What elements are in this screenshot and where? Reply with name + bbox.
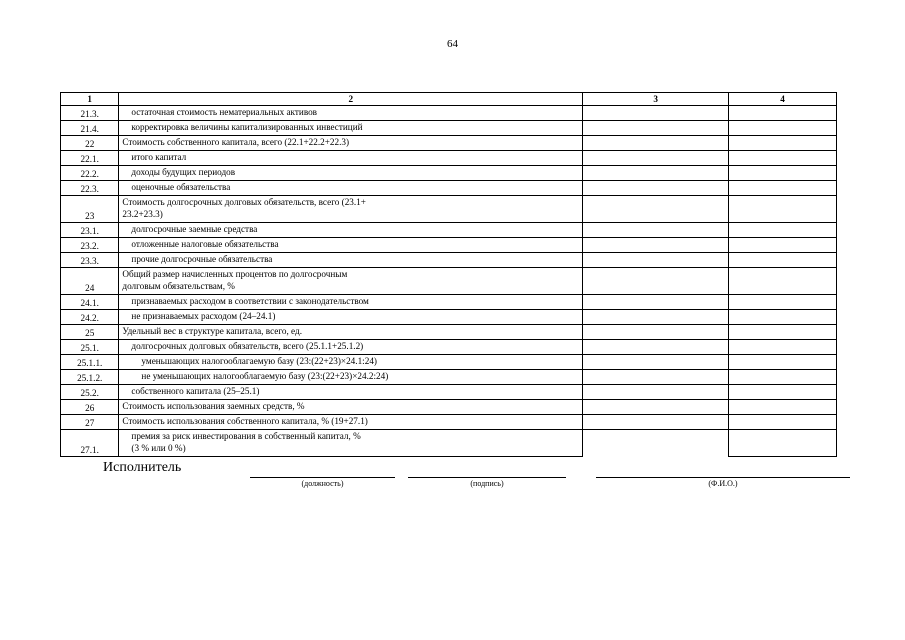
row-value-cell-3[interactable] (583, 370, 729, 385)
row-number-cell: 25 (61, 325, 119, 340)
row-value-cell-4[interactable] (729, 295, 837, 310)
row-value-cell-3[interactable] (583, 310, 729, 325)
row-value-cell-3[interactable] (583, 340, 729, 355)
row-number-cell: 23 (61, 196, 119, 223)
row-value-cell-4[interactable] (729, 355, 837, 370)
row-description-cell: Стоимость использования собственного капитала, % (19+27.1) (119, 415, 583, 430)
row-number-cell: 21.4. (61, 121, 119, 136)
row-value-cell-4[interactable] (729, 400, 837, 415)
row-description-cell: Общий размер начисленных процентов по долгосрочным долговым обязательствам, % (119, 268, 583, 295)
row-description-cell: не признаваемых расходом (24–24.1) (119, 310, 583, 325)
position-line: (должность) (250, 477, 395, 488)
row-value-cell-3[interactable] (583, 223, 729, 238)
row-value-cell-4[interactable] (729, 106, 837, 121)
row-description-cell: остаточная стоимость нематериальных активов (119, 106, 583, 121)
row-value-cell-4[interactable] (729, 121, 837, 136)
table-row (61, 400, 837, 415)
row-value-cell-4[interactable] (729, 310, 837, 325)
table-row (61, 355, 837, 370)
row-number-cell: 23.1. (61, 223, 119, 238)
row-number-cell: 24 (61, 268, 119, 295)
row-description-cell: прочие долгосрочные обязательства (119, 253, 583, 268)
table-row (61, 295, 837, 310)
row-value-cell-3[interactable] (583, 196, 729, 223)
row-number-cell: 27 (61, 415, 119, 430)
column-header-1: 1 (61, 93, 119, 106)
row-number-cell: 25.2. (61, 385, 119, 400)
row-number-cell: 23.2. (61, 238, 119, 253)
table-row (61, 340, 837, 355)
table-row (61, 196, 837, 223)
row-description-cell: признаваемых расходом в соответствии с законодательством (119, 295, 583, 310)
table-row (61, 106, 837, 121)
row-value-cell-4[interactable] (729, 223, 837, 238)
row-number-cell: 25.1. (61, 340, 119, 355)
row-number-cell: 21.3. (61, 106, 119, 121)
row-description-cell: корректировка величины капитализированных инвестиций (119, 121, 583, 136)
row-value-cell-3[interactable] (583, 355, 729, 370)
table-row (61, 238, 837, 253)
row-description-cell: итого капитал (119, 151, 583, 166)
column-header-3: 3 (583, 93, 729, 106)
row-description-cell: уменьшающих налогооблагаемую базу (23:(22+23)×24.1:24) (119, 355, 583, 370)
row-value-cell-3[interactable] (583, 400, 729, 415)
row-number-cell: 27.1. (61, 430, 119, 457)
table-row (61, 151, 837, 166)
table-row (61, 385, 837, 400)
row-value-cell-3[interactable] (583, 136, 729, 151)
row-description-cell: не уменьшающих налогооблагаемую базу (23:(22+23)×24.2:24) (119, 370, 583, 385)
row-description-cell: доходы будущих периодов (119, 166, 583, 181)
table-header-row (61, 93, 837, 106)
table-row (61, 415, 837, 430)
table-row (61, 268, 837, 295)
table-row (61, 166, 837, 181)
table-row (61, 253, 837, 268)
row-value-cell-3[interactable] (583, 268, 729, 295)
row-value-cell-4[interactable] (729, 385, 837, 400)
row-description-cell: долгосрочные заемные средства (119, 223, 583, 238)
row-value-cell-3[interactable] (583, 166, 729, 181)
signature-line: (подпись) (408, 477, 566, 488)
row-value-cell-3[interactable] (583, 151, 729, 166)
row-description-cell: собственного капитала (25–25.1) (119, 385, 583, 400)
row-value-cell-3[interactable] (583, 430, 729, 457)
table-row (61, 136, 837, 151)
table-row (61, 181, 837, 196)
table-row (61, 325, 837, 340)
row-value-cell-4[interactable] (729, 415, 837, 430)
table-row (61, 121, 837, 136)
row-value-cell-4[interactable] (729, 253, 837, 268)
row-value-cell-4[interactable] (729, 268, 837, 295)
row-number-cell: 25.1.1. (61, 355, 119, 370)
row-description-cell: премия за риск инвестирования в собственный капитал, % (3 % или 0 %) (119, 430, 583, 457)
row-description-cell: Стоимость собственного капитала, всего (22.1+22.2+22.3) (119, 136, 583, 151)
row-value-cell-4[interactable] (729, 238, 837, 253)
row-description-cell: Стоимость долгосрочных долговых обязательств, всего (23.1+ 23.2+23.3) (119, 196, 583, 223)
row-number-cell: 24.2. (61, 310, 119, 325)
row-value-cell-3[interactable] (583, 121, 729, 136)
row-value-cell-4[interactable] (729, 340, 837, 355)
table-row (61, 370, 837, 385)
table-row (61, 430, 837, 457)
table-body (61, 106, 837, 457)
row-number-cell: 26 (61, 400, 119, 415)
row-value-cell-4[interactable] (729, 136, 837, 151)
page-number: 64 (447, 38, 458, 50)
row-number-cell: 22.1. (61, 151, 119, 166)
row-value-cell-3[interactable] (583, 325, 729, 340)
row-value-cell-3[interactable] (583, 253, 729, 268)
row-value-cell-4[interactable] (729, 370, 837, 385)
row-number-cell: 22.2. (61, 166, 119, 181)
row-value-cell-4[interactable] (729, 196, 837, 223)
row-value-cell-3[interactable] (583, 238, 729, 253)
row-number-cell: 24.1. (61, 295, 119, 310)
row-description-cell: долгосрочных долговых обязательств, всего (25.1.1+25.1.2) (119, 340, 583, 355)
row-description-cell: Стоимость использования заемных средств, % (119, 400, 583, 415)
row-value-cell-3[interactable] (583, 385, 729, 400)
row-value-cell-4[interactable] (729, 151, 837, 166)
name-line: (Ф.И.О.) (596, 477, 850, 488)
row-value-cell-4[interactable] (729, 181, 837, 196)
row-value-cell-3[interactable] (583, 106, 729, 121)
row-value-cell-3[interactable] (583, 181, 729, 196)
row-value-cell-4[interactable] (729, 430, 837, 457)
column-header-4: 4 (729, 93, 837, 106)
row-value-cell-3[interactable] (583, 295, 729, 310)
row-description-cell: оценочные обязательства (119, 181, 583, 196)
executor-label: Исполнитель (103, 460, 182, 475)
row-number-cell: 22.3. (61, 181, 119, 196)
data-table (60, 92, 837, 457)
table-row (61, 223, 837, 238)
row-number-cell: 22 (61, 136, 119, 151)
row-number-cell: 23.3. (61, 253, 119, 268)
row-value-cell-4[interactable] (729, 166, 837, 181)
row-description-cell: отложенные налоговые обязательства (119, 238, 583, 253)
row-value-cell-3[interactable] (583, 415, 729, 430)
column-header-2: 2 (119, 93, 583, 106)
table-row (61, 310, 837, 325)
row-value-cell-4[interactable] (729, 325, 837, 340)
row-description-cell: Удельный вес в структуре капитала, всего, ед. (119, 325, 583, 340)
row-number-cell: 25.1.2. (61, 370, 119, 385)
